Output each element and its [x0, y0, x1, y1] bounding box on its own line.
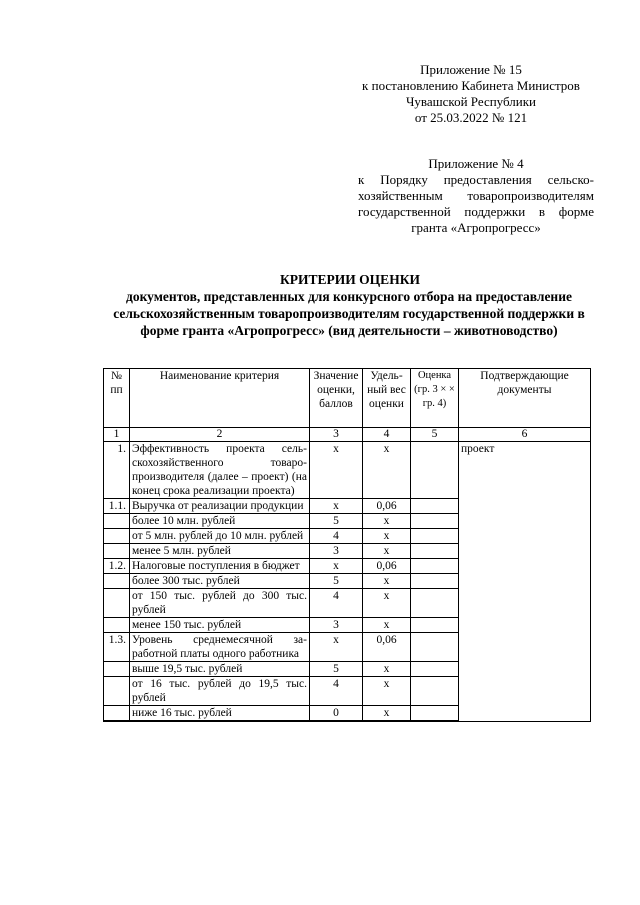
criterion-score [411, 589, 459, 618]
criterion-weight: 0,06 [363, 499, 411, 514]
criterion-weight: х [363, 544, 411, 559]
criterion-value: 3 [310, 544, 363, 559]
table-row [104, 442, 591, 499]
criterion-value: 5 [310, 662, 363, 677]
criterion-name: более 300 тыс. рублей [130, 574, 310, 589]
col-number: 6 [459, 428, 591, 442]
criterion-score [411, 499, 459, 514]
criterion-value: х [310, 499, 363, 514]
criterion-score [411, 633, 459, 662]
criterion-score [411, 706, 459, 722]
criterion-name: Налоговые поступления в бюджет [130, 559, 310, 574]
criterion-name: Выручка от реализации продукции [130, 499, 310, 514]
criterion-score [411, 544, 459, 559]
row-number [104, 589, 130, 618]
criterion-value: 5 [310, 574, 363, 589]
criterion-score [411, 442, 459, 499]
criterion-name: менее 150 тыс. рублей [130, 618, 310, 633]
row-number [104, 514, 130, 529]
criterion-score [411, 662, 459, 677]
appendix-4-text: к Порядку предоставления сельскохозяйственным товаропроизводителям государственной поддержки в форме гранта «Агропрогресс» [358, 172, 594, 235]
criterion-value: 0 [310, 706, 363, 722]
col-number: 1 [104, 428, 130, 442]
criterion-weight: х [363, 618, 411, 633]
criterion-name: Уровень среднемесячной заработной платы одного работника [130, 633, 310, 662]
appendix-15-line1: Приложение № 15 [420, 62, 522, 77]
table-header-row [104, 369, 591, 428]
criterion-weight: х [363, 662, 411, 677]
appendix-4-line1: Приложение № 4 [428, 156, 524, 171]
criterion-weight: х [363, 589, 411, 618]
row-number [104, 574, 130, 589]
criterion-score [411, 559, 459, 574]
row-number: 1.3. [104, 633, 130, 662]
criterion-name: Эффективность проекта сельскохозяйственного товаропроизводителя (далее – проект) (на конец срока реализации проекта) [130, 442, 310, 499]
criterion-value: 5 [310, 514, 363, 529]
criteria-table [103, 368, 591, 722]
criterion-score [411, 677, 459, 706]
appendix-15-line2: к постановлению Кабинета Министров [362, 78, 580, 93]
criterion-weight: х [363, 706, 411, 722]
row-number [104, 662, 130, 677]
column-number-row [104, 428, 591, 442]
criterion-name: от 150 тыс. рублей до 300 тыс. рублей [130, 589, 310, 618]
col-number: 2 [130, 428, 310, 442]
row-number: 1.2. [104, 559, 130, 574]
header-value: Значение оценки, баллов [310, 369, 363, 428]
document-subtitle: документов, представленных для конкурсного отбора на предоставление сельскохозяйственным товаропроизводителям государственной поддержки в форме гранта «Агропрогресс» (вид деятельности – животноводство) [113, 289, 585, 338]
criterion-weight: х [363, 574, 411, 589]
col-number: 5 [411, 428, 459, 442]
appendix-4-title [358, 156, 594, 172]
appendix-15-line3: Чувашской Республики [405, 94, 537, 109]
col-number: 4 [363, 428, 411, 442]
criterion-weight: х [363, 514, 411, 529]
header-name: Наименование критерия [130, 369, 310, 428]
confirming-documents: проект [459, 442, 591, 722]
criterion-name: от 5 млн. рублей до 10 млн. рублей [130, 529, 310, 544]
col-number: 3 [310, 428, 363, 442]
criterion-value: х [310, 633, 363, 662]
header-weight: Удельный вес оценки [363, 369, 411, 428]
criterion-name: ниже 16 тыс. рублей [130, 706, 310, 722]
row-number [104, 529, 130, 544]
row-number [104, 677, 130, 706]
row-number: 1. [104, 442, 130, 499]
header-docs: Подтверждающие документы [459, 369, 591, 428]
criterion-name: от 16 тыс. рублей до 19,5 тыс. рублей [130, 677, 310, 706]
document-title: КРИТЕРИИ ОЦЕНКИ [280, 272, 420, 287]
criterion-value: 4 [310, 589, 363, 618]
criterion-value: 4 [310, 529, 363, 544]
criterion-name: более 10 млн. рублей [130, 514, 310, 529]
criterion-weight: 0,06 [363, 633, 411, 662]
criterion-value: 4 [310, 677, 363, 706]
criterion-value: х [310, 442, 363, 499]
row-number [104, 706, 130, 722]
criterion-weight: х [363, 677, 411, 706]
criterion-name: выше 19,5 тыс. рублей [130, 662, 310, 677]
criterion-value: 3 [310, 618, 363, 633]
row-number: 1.1. [104, 499, 130, 514]
row-number [104, 618, 130, 633]
criterion-weight: х [363, 442, 411, 499]
row-number [104, 544, 130, 559]
criterion-score [411, 574, 459, 589]
header-no: № пп [104, 369, 130, 428]
criterion-score [411, 529, 459, 544]
appendix-15-block [340, 62, 602, 126]
appendix-15-line4: от 25.03.2022 № 121 [414, 110, 528, 125]
header-score: Оценка (гр. 3 × × гр. 4) [411, 369, 459, 428]
criterion-score [411, 514, 459, 529]
criterion-score [411, 618, 459, 633]
criterion-weight: х [363, 529, 411, 544]
criterion-name: менее 5 млн. рублей [130, 544, 310, 559]
criterion-weight: 0,06 [363, 559, 411, 574]
criterion-value: х [310, 559, 363, 574]
